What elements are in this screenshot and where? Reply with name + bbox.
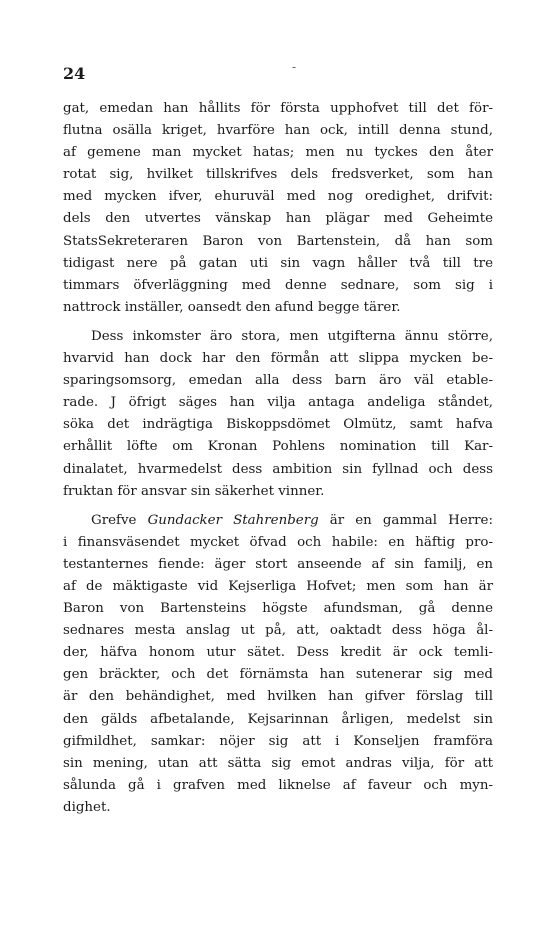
paragraph-2 xyxy=(63,326,493,503)
text-line: Dess inkomster äro stora, men utgifterna ännu större, xyxy=(91,328,493,344)
text-line: sin mening, utan att sätta sig emot andras vilja, för att xyxy=(63,755,493,771)
text-line: testanternes fiende: äger stort anseende af sin familj, en xyxy=(63,556,493,572)
page-mark: - xyxy=(292,60,297,74)
text-line: den gälds afbetalande, Kejsarinnan årligen, medelst sin xyxy=(63,711,493,727)
text-line: rade. J öfrigt säges han vilja antaga andeliga ståndet, xyxy=(63,395,493,411)
text-run: är en gammal Herre: xyxy=(318,512,493,528)
person-name: Gundacker Stahrenberg xyxy=(147,512,319,528)
paragraph-gap xyxy=(63,319,493,326)
text-line: med mycken ifver, ehuruväl med nog oredighet, drifvit: xyxy=(63,189,493,205)
text-line: tidigast nere på gatan uti sin vagn håller två till tre xyxy=(63,255,493,271)
text-line: erhållit löfte om Kronan Pohlens nomination till Kar- xyxy=(63,439,493,455)
text-line: dinalatet, hvarmedelst dess ambition sin fyllnad och dess xyxy=(63,461,493,477)
text-line: sednares mesta anslag ut på, att, oaktadt dess höga ål- xyxy=(63,623,493,639)
text-line: rotat sig, hvilket tillskrifves dels fredsverket, som han xyxy=(63,167,493,183)
text-line: dighet. xyxy=(63,799,111,815)
text-line: timmars öfverläggning med denne sednare, som sig i xyxy=(63,277,493,293)
text-line: dels den utvertes vänskap han plägar med Geheimte xyxy=(63,211,493,227)
page-number: 24 xyxy=(63,64,86,83)
paragraph-3 xyxy=(63,510,493,819)
text-line: sparingsomsorg, emedan alla dess barn äro väl etable- xyxy=(63,373,493,389)
text-line: gen bräckter, och det förnämsta han sutenerar sig med xyxy=(63,667,493,683)
text-line xyxy=(63,510,493,532)
paragraph-1 xyxy=(63,98,493,319)
text-line: af gemene man mycket hatas; men nu tyckes den åter xyxy=(63,145,493,161)
text-line: fruktan för ansvar sin säkerhet vinner. xyxy=(63,483,325,499)
text-run: Grefve xyxy=(91,512,148,528)
body-text xyxy=(63,98,493,819)
text-line: söka det indrägtiga Biskoppsdömet Olmütz, samt hafva xyxy=(63,417,493,433)
text-line: flutna osälla kriget, hvarföre han ock, intill denna stund, xyxy=(63,123,493,139)
text-line: hvarvid han dock har den förmån att slippa mycken be- xyxy=(63,351,493,367)
text-line: der, häfva honom utur sätet. Dess kredit är ock temli- xyxy=(63,645,493,661)
text-line: StatsSekreteraren Baron von Bartenstein, då han som xyxy=(63,233,493,249)
text-line: Baron von Bartensteins högste afundsman, gå denne xyxy=(63,601,493,617)
text-line: gat, emedan han hållits för första upphofvet till det för- xyxy=(63,101,493,116)
text-line: i finansväsendet mycket öfvad och habile: en häftig pro- xyxy=(63,534,493,550)
text-line: gifmildhet, samkar: nöjer sig att i Konseljen framföra xyxy=(63,733,493,749)
text-line: af de mäktigaste vid Kejserliga Hofvet; men som han är xyxy=(63,578,493,594)
text-line: nattrock inställer, oansedt den afund begge tärer. xyxy=(63,299,401,315)
text-line: är den behändighet, med hvilken han gifver förslag till xyxy=(63,689,493,705)
text-line: sålunda gå i grafven med liknelse af faveur och myn- xyxy=(63,777,493,793)
paragraph-gap xyxy=(63,503,493,510)
